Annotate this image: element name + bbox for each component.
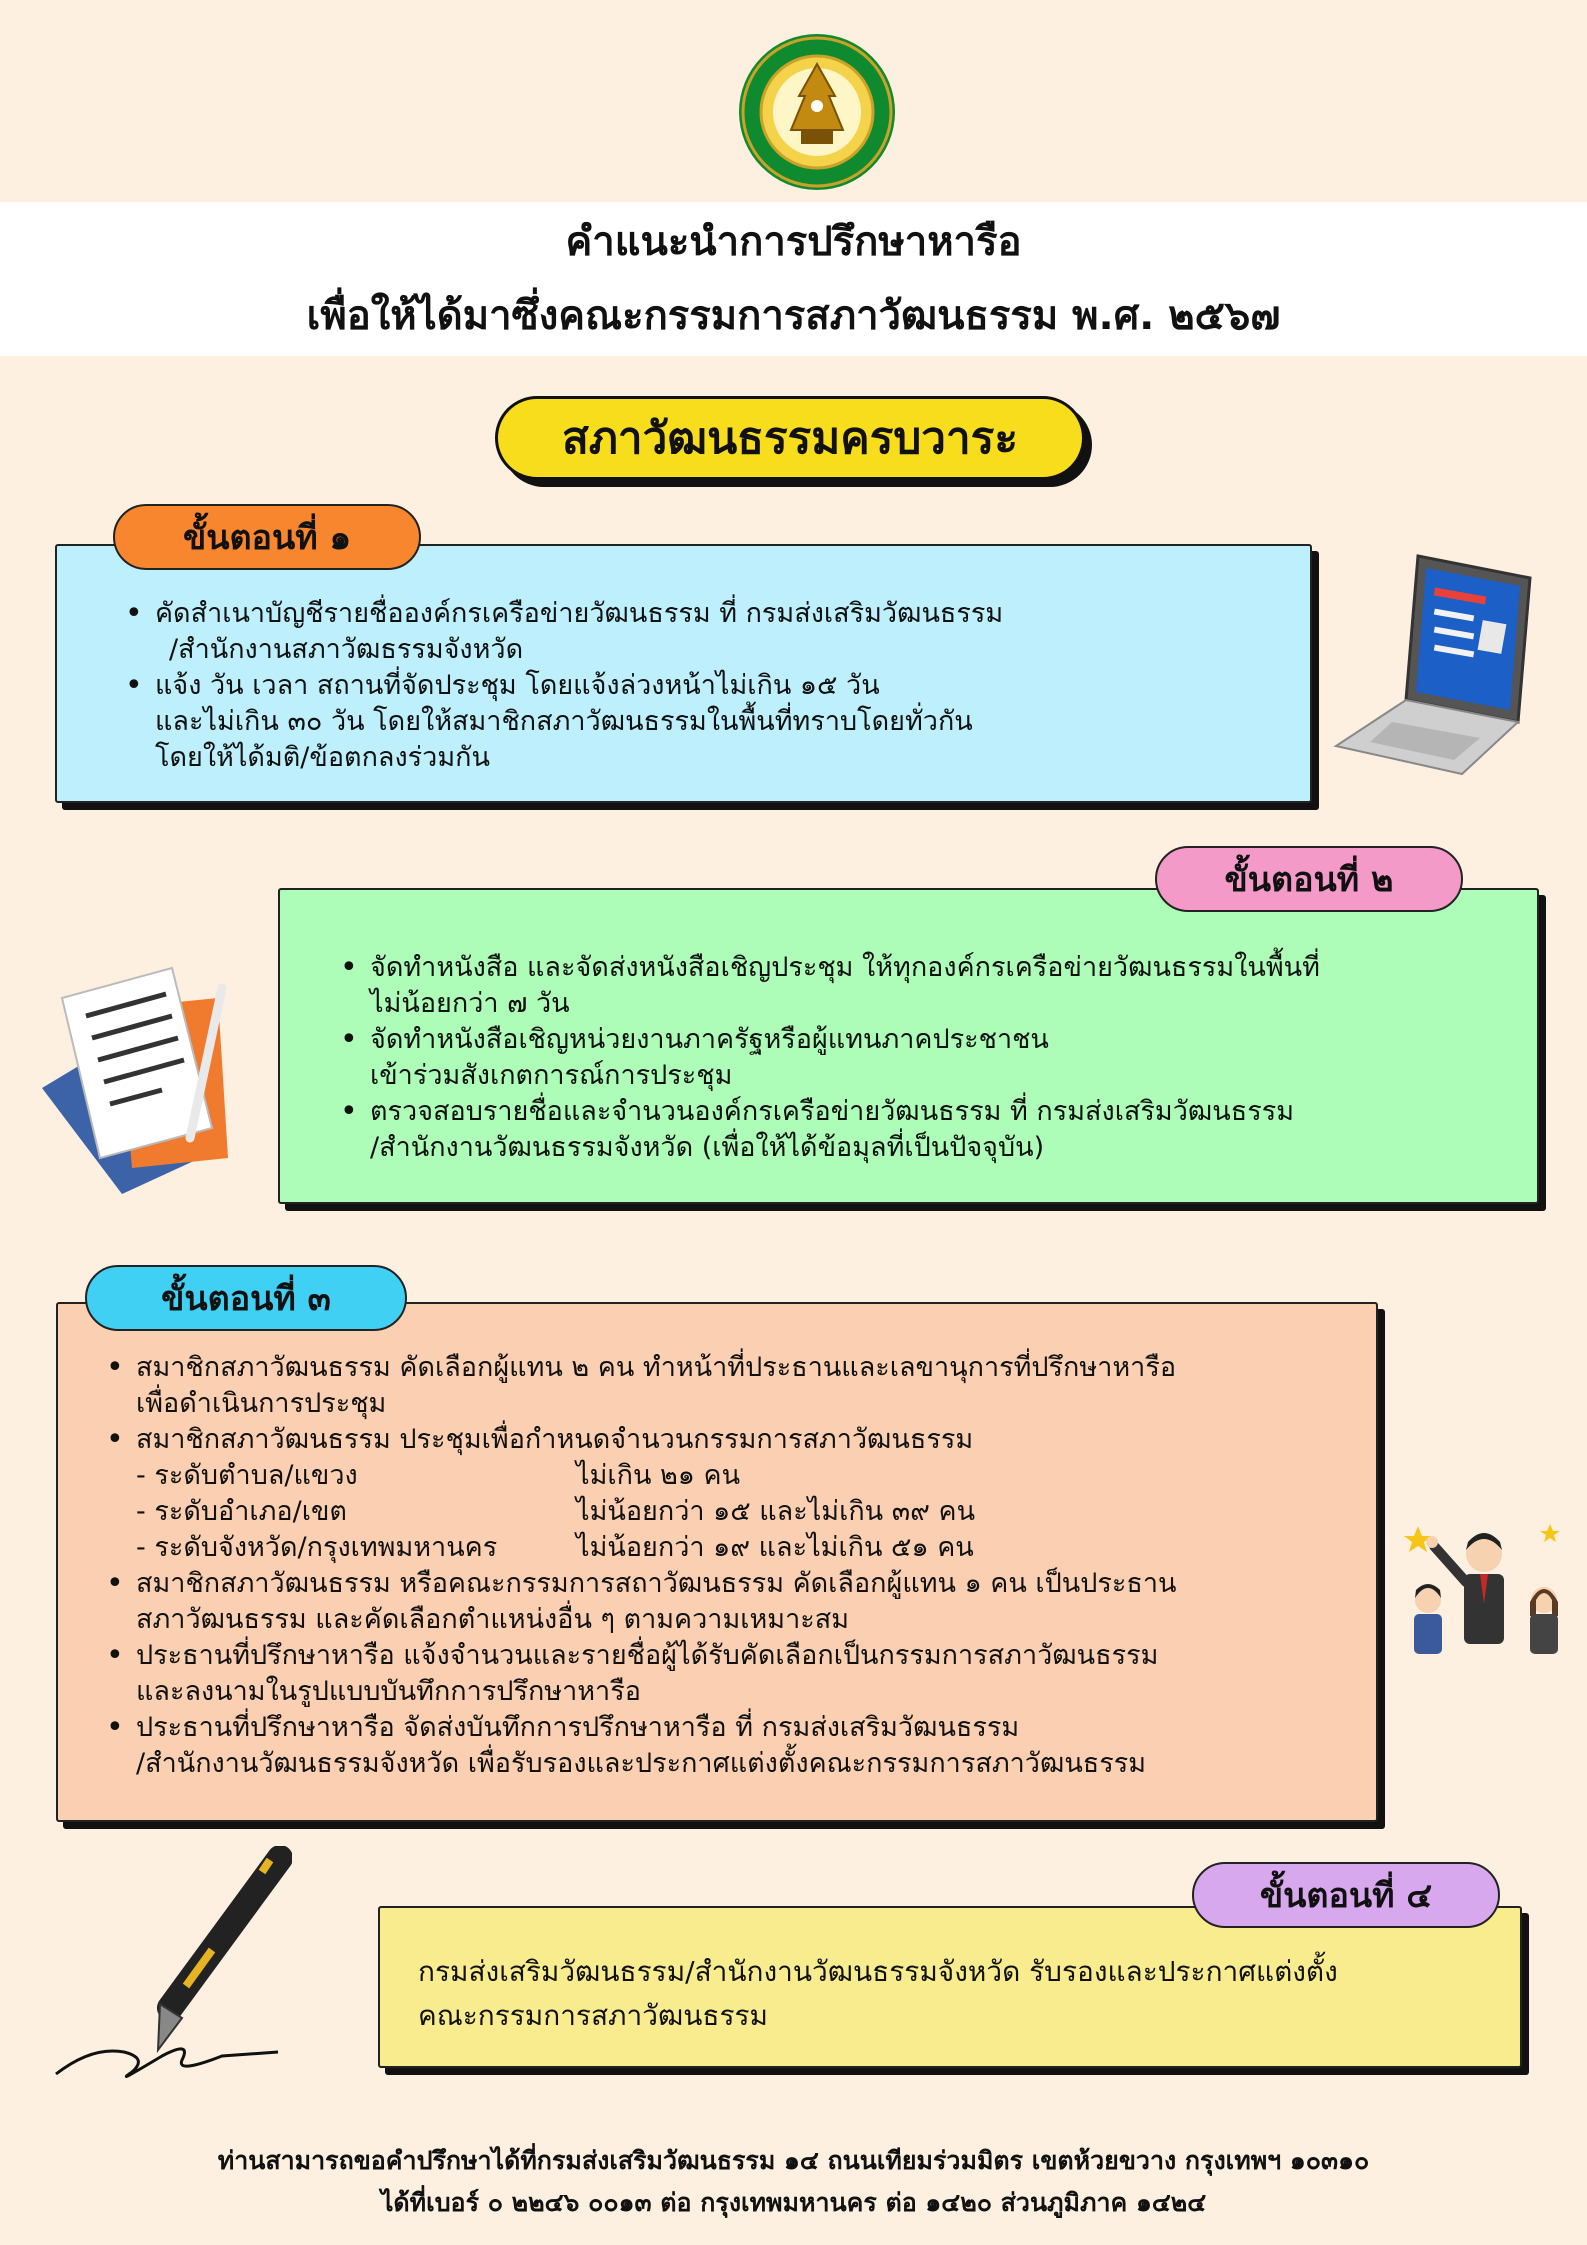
step1-item1-line1: คัดสำเนาบัญชีรายชื่อองค์กรเครือข่ายวัฒนธรรม ที่ กรมส่งเสริมวัฒนธรรม (155, 598, 1004, 629)
page-title-line2: เพื่อให้ได้มาซึ่งคณะกรรมการสภาวัฒนธรรม พ.ศ. ๒๕๖๗ (306, 293, 1281, 339)
step2-item1-line2: ไม่น้อยกว่า ๗ วัน (370, 988, 570, 1019)
step3-item3-line1: สมาชิกสภาวัฒนธรรม หรือคณะกรรมการสถาวัฒนธรรม คัดเลือกผู้แทน ๑ คน เป็นประธาน (136, 1568, 1177, 1599)
people-cheering-icon (1402, 1520, 1572, 1660)
step3-item1-line1: สมาชิกสภาวัฒนธรรม คัดเลือกผู้แทน ๒ คน ทำหน้าที่ประธานและเลขานุการที่ปรึกษาหารือ (136, 1352, 1177, 1383)
level-name: - ระดับอำเภอ/เขต (136, 1496, 347, 1527)
step3-item (136, 1422, 1356, 1566)
cultural-promotion-seal-icon (739, 34, 895, 190)
step2-item2-line1: จัดทำหนังสือเชิญหน่วยงานภาครัฐหรือผู้แทนภาคประชาชน (370, 1024, 1049, 1055)
level-row (136, 1494, 1356, 1530)
step2-box (278, 888, 1539, 1204)
step1-item2-line1: แจ้ง วัน เวลา สถานที่จัดประชุม โดยแจ้งล่วงหน้าไม่เกิน ๑๕ วัน (155, 670, 880, 701)
pen-signature-icon (52, 1846, 292, 2086)
department-logo (739, 34, 895, 190)
step3-item3-line2: สภาวัฒนธรรม และคัดเลือกตำแหน่งอื่น ๆ ตามความเหมาะสม (136, 1604, 850, 1635)
level-count: ไม่เกิน ๒๑ คน (576, 1460, 741, 1491)
footer-line2: ได้ที่เบอร์ ๐ ๒๒๔๖ ๐๐๑๓ ต่อ กรุงเทพมหานคร ต่อ ๑๔๒๐ ส่วนภูมิภาค ๑๔๒๔ (380, 2188, 1207, 2217)
level-count: ไม่น้อยกว่า ๑๙ และไม่เกิน ๕๑ คน (576, 1532, 974, 1563)
step3-label: ขั้นตอนที่ ๓ (85, 1265, 407, 1331)
step3-item (136, 1638, 1356, 1710)
step4-line2: คณะกรรมการสภาวัฒนธรรม (418, 1999, 768, 2032)
step3-item5-line2: /สำนักงานวัฒนธรรมจังหวัด เพื่อรับรองและประกาศแต่งตั้งคณะกรรมการสภาวัฒนธรรม (136, 1748, 1147, 1779)
documents-icon (22, 958, 252, 1198)
step3-item5-line1: ประธานที่ปรึกษาหารือ จัดส่งบันทึกการปรึกษาหารือ ที่ กรมส่งเสริมวัฒนธรรม (136, 1712, 1020, 1743)
step1-item2-line3: โดยให้ได้มติ/ข้อตกลงร่วมกัน (155, 742, 490, 773)
step3-item (136, 1710, 1356, 1782)
step4-label: ขั้นตอนที่ ๔ (1192, 1862, 1500, 1928)
step3-item4-line2: และลงนามในรูปแบบบันทึกการปรึกษาหารือ (136, 1676, 641, 1707)
footer-line1: ท่านสามารถขอคำปรึกษาได้ที่กรมส่งเสริมวัฒนธรรม ๑๔ ถนนเทียมร่วมมิตร เขตห้วยขวาง กรุงเทพฯ ๑๐๓๑๐ (217, 2146, 1370, 2175)
page-title-line1: คำแนะนำการปรึกษาหารือ (565, 219, 1022, 265)
step2-item1-line1: จัดทำหนังสือ และจัดส่งหนังสือเชิญประชุม ให้ทุกองค์กรเครือข่ายวัฒนธรรมในพื้นที่ (370, 952, 1320, 983)
step2-item (370, 950, 1507, 1022)
level-count: ไม่น้อยกว่า ๑๕ และไม่เกิน ๓๙ คน (576, 1496, 976, 1527)
step1-label: ขั้นตอนที่ ๑ (113, 504, 421, 570)
step2-item3-line1: ตรวจสอบรายชื่อและจำนวนองค์กรเครือข่ายวัฒนธรรม ที่ กรมส่งเสริมวัฒนธรรม (370, 1096, 1294, 1127)
step4-box (378, 1906, 1522, 2068)
step1-item (155, 596, 1280, 668)
step3-item4-line1: ประธานที่ปรึกษาหารือ แจ้งจำนวนและรายชื่อผู้ได้รับคัดเลือกเป็นกรรมการสภาวัฒนธรรม (136, 1640, 1159, 1671)
step1-item (155, 668, 1280, 776)
step2-item2-line2: เข้าร่วมสังเกตการณ์การประชุม (370, 1060, 733, 1091)
level-row (136, 1458, 1356, 1494)
step1-item2-line2: และไม่เกิน ๓๐ วัน โดยให้สมาชิกสภาวัฒนธรรมในพื้นที่ทราบโดยทั่วกัน (155, 706, 973, 737)
level-name: - ระดับจังหวัด/กรุงเทพมหานคร (136, 1532, 498, 1563)
step3-item2-line1: สมาชิกสภาวัฒนธรรม ประชุมเพื่อกำหนดจำนวนกรรมการสภาวัฒนธรรม (136, 1424, 974, 1455)
step2-item (370, 1094, 1507, 1166)
step3-item (136, 1566, 1356, 1638)
step3-item (136, 1350, 1356, 1422)
step2-item (370, 1022, 1507, 1094)
laptop-icon (1330, 552, 1550, 782)
footer-contact (0, 2140, 1587, 2224)
step4-line1: กรมส่งเสริมวัฒนธรรม/สำนักงานวัฒนธรรมจังหวัด รับรองและประกาศแต่งตั้ง (418, 1955, 1338, 1988)
title-band (0, 202, 1587, 356)
step1-item1-line2: /สำนักงานสภาวัฒธรรมจังหวัด (169, 634, 524, 665)
main-heading: สภาวัฒนธรรมครบวาระ (495, 396, 1085, 480)
step3-box (56, 1302, 1378, 1822)
step2-item3-line2: /สำนักงานวัฒนธรรมจังหวัด (เพื่อให้ได้ข้อมุลที่เป็นปัจจุบัน) (370, 1132, 1045, 1163)
level-row (136, 1530, 1356, 1566)
level-name: - ระดับตำบล/แขวง (136, 1460, 358, 1491)
step3-item1-line2: เพื่อดำเนินการประชุม (136, 1388, 387, 1419)
step2-label: ขั้นตอนที่ ๒ (1155, 846, 1463, 912)
step1-box (55, 544, 1312, 803)
